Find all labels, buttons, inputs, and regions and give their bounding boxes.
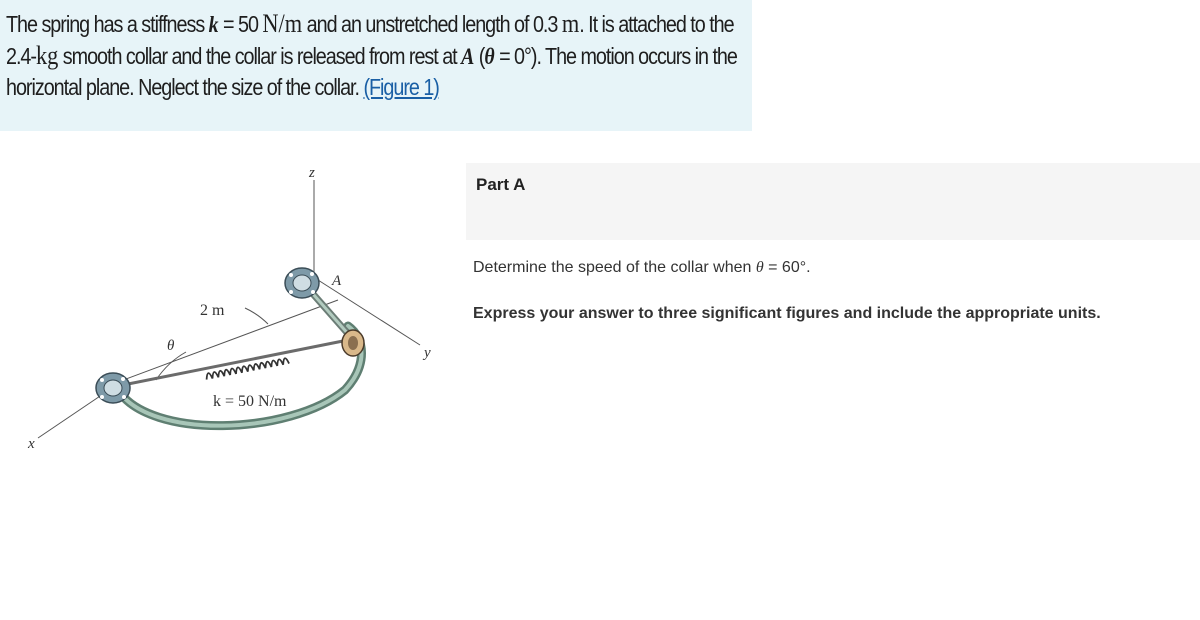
radius-dimension-line bbox=[118, 300, 338, 382]
problem-text bbox=[6, 8, 746, 103]
question-segment: = 60°. bbox=[763, 259, 811, 276]
text-segment: ( bbox=[474, 43, 485, 69]
figure-1-link[interactable]: (Figure 1) bbox=[363, 74, 439, 100]
curved-rod-highlight bbox=[118, 326, 362, 426]
unit-meter: m bbox=[561, 9, 580, 38]
top-support bbox=[285, 268, 319, 298]
text-segment: = 0°). The motion occurs in the bbox=[494, 43, 737, 69]
question-theta-symbol: θ bbox=[755, 259, 764, 276]
figure-1-drawing bbox=[0, 140, 460, 480]
unit-kilogram: kg bbox=[35, 41, 59, 70]
figure-1 bbox=[0, 140, 460, 480]
problem-statement bbox=[0, 0, 752, 131]
x-axis-label: x bbox=[28, 436, 35, 452]
answer-instructions: Express your answer to three significant figures and include the appropriate units. bbox=[473, 305, 1101, 322]
z-axis-label: z bbox=[309, 165, 315, 181]
text-segment: 2.4- bbox=[6, 43, 36, 69]
text-segment: smooth collar and the collar is released from rest at bbox=[58, 43, 462, 69]
left-support bbox=[96, 373, 130, 403]
y-axis-label: y bbox=[424, 345, 431, 361]
text-segment: and an unstretched length of 0.3 bbox=[302, 11, 562, 37]
radius-label: 2 m bbox=[200, 302, 225, 319]
guide-rod bbox=[118, 340, 348, 386]
part-a-header bbox=[466, 163, 1200, 240]
stiffness-symbol: k bbox=[208, 12, 219, 37]
theta-symbol: θ bbox=[484, 44, 495, 69]
theta-label: θ bbox=[167, 338, 175, 354]
spring-stiffness-label: k = 50 N/m bbox=[213, 393, 287, 410]
radius-leader bbox=[245, 308, 268, 324]
text-segment: . It is attached to the bbox=[579, 11, 734, 37]
curved-rod bbox=[118, 326, 362, 426]
text-segment: = 50 bbox=[218, 11, 263, 37]
question-segment: Determine the speed of the collar when bbox=[473, 259, 756, 276]
question-text bbox=[473, 259, 811, 277]
text-segment: The spring has a stiffness bbox=[6, 11, 209, 37]
text-segment: horizontal plane. Neglect the size of the collar. bbox=[6, 74, 364, 100]
part-a-title: Part A bbox=[476, 175, 526, 194]
point-a-symbol: A bbox=[461, 44, 475, 69]
unit-newton-per-meter: N/m bbox=[262, 9, 303, 38]
collar bbox=[342, 330, 364, 356]
point-a-label: A bbox=[332, 273, 342, 289]
